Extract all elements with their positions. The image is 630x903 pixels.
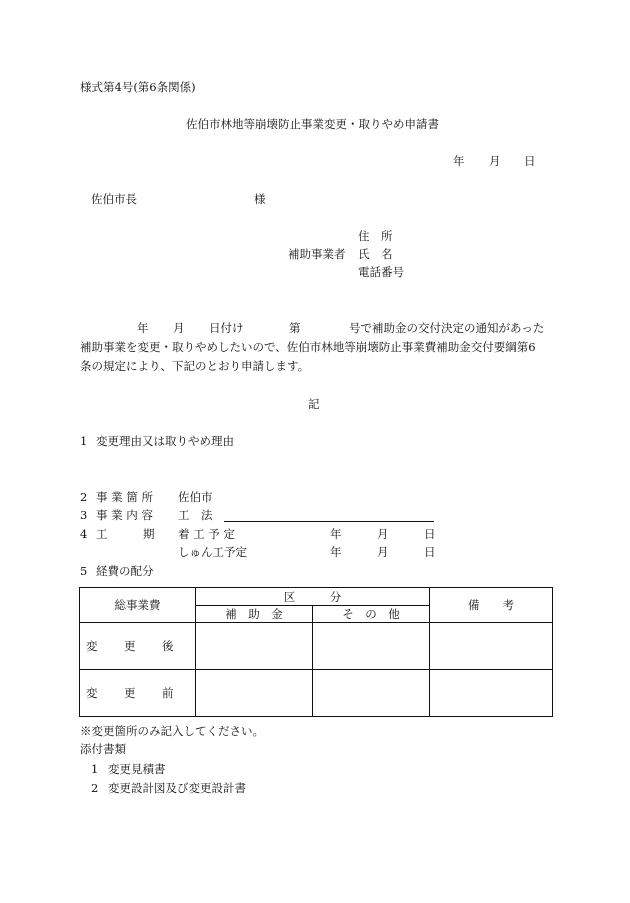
- applicant-role-label: 補助事業者: [288, 247, 346, 261]
- date-month: 月: [489, 154, 501, 168]
- table-row: [80, 670, 553, 717]
- attachment1: 変更見積書: [108, 762, 166, 776]
- category-header: 区 分: [196, 588, 430, 606]
- cell-before-other[interactable]: [313, 670, 430, 717]
- expense-table: [79, 587, 553, 717]
- total-cost-header: 総事業費: [80, 588, 196, 623]
- cell-before-remarks[interactable]: [430, 670, 553, 717]
- item4-label-b: 期: [143, 527, 155, 541]
- end-year: 年: [330, 545, 342, 559]
- phone-label: 電話番号: [358, 265, 404, 279]
- start-month: 月: [377, 527, 389, 541]
- item2-number: 2: [80, 490, 88, 504]
- start-year: 年: [330, 527, 342, 541]
- method-underline: [224, 521, 434, 522]
- note: ※変更箇所のみ記入してください。: [80, 724, 264, 738]
- body-line3: 条の規定により、下記のとおり申請します。: [80, 359, 310, 373]
- end-label: しゅん工予定: [178, 545, 247, 559]
- cell-before-subsidy[interactable]: [196, 670, 313, 717]
- addressee-name: 佐伯市長: [91, 192, 137, 206]
- item2-label: 事 業 箇 所: [96, 490, 153, 504]
- cell-after-remarks[interactable]: [430, 623, 553, 670]
- row-after-char3: 後: [162, 639, 174, 653]
- item2-value: 佐伯市: [178, 490, 213, 504]
- table-row: [80, 623, 553, 670]
- item3-label: 事 業 内 容: [96, 508, 153, 522]
- ki-heading: 記: [308, 397, 320, 411]
- body-year: 年: [137, 321, 149, 335]
- end-month: 月: [377, 545, 389, 559]
- address-label: 住 所: [358, 229, 393, 243]
- item4-number: 4: [80, 527, 88, 541]
- cell-after-other[interactable]: [313, 623, 430, 670]
- row-after-char2: 更: [124, 639, 136, 653]
- item1-label: 変更理由又は取りやめ理由: [96, 434, 234, 448]
- addressee-honorific: 様: [254, 192, 266, 206]
- item5-number: 5: [80, 564, 88, 578]
- name-label: 氏 名: [358, 247, 393, 261]
- attachment2: 変更設計図及び変更設計書: [108, 781, 246, 795]
- item1-number: 1: [80, 434, 88, 448]
- other-header: そ の 他: [313, 606, 430, 623]
- remarks-header: 備 考: [430, 588, 553, 623]
- item4-label-a: 工: [96, 527, 108, 541]
- document-title: 佐伯市林地等崩壊防止事業変更・取りやめ申請書: [186, 117, 439, 131]
- date-year: 年: [453, 154, 465, 168]
- attachments-title: 添付書類: [80, 742, 126, 756]
- item5-label: 経費の配分: [96, 564, 154, 578]
- item3-value: 工 法: [178, 508, 213, 522]
- row-label-after: [80, 623, 196, 670]
- body-line2: 補助事業を変更・取りやめしたいので、佐伯市林地等崩壊防止事業費補助金交付要綱第6: [80, 340, 536, 354]
- body-month: 月: [173, 321, 185, 335]
- start-day: 日: [424, 527, 436, 541]
- row-after-char1: 変: [86, 639, 98, 653]
- table-header-row: [80, 588, 553, 606]
- row-before-char3: 前: [162, 686, 174, 700]
- end-day: 日: [424, 545, 436, 559]
- body-day-suffix: 日付け: [209, 321, 244, 335]
- start-label: 着 工 予 定: [178, 527, 235, 541]
- body-line1-tail: 号で補助金の交付決定の通知があった: [349, 321, 545, 335]
- date-day: 日: [524, 154, 536, 168]
- item3-number: 3: [80, 508, 88, 522]
- row-before-char2: 更: [124, 686, 136, 700]
- row-before-char1: 変: [86, 686, 98, 700]
- attachment1-number: 1: [91, 762, 99, 776]
- body-dai: 第: [289, 321, 301, 335]
- row-label-before: [80, 670, 196, 717]
- attachment2-number: 2: [91, 781, 99, 795]
- cell-after-subsidy[interactable]: [196, 623, 313, 670]
- subsidy-header: 補 助 金: [196, 606, 313, 623]
- form-number: 様式第4号(第6条関係): [80, 80, 196, 94]
